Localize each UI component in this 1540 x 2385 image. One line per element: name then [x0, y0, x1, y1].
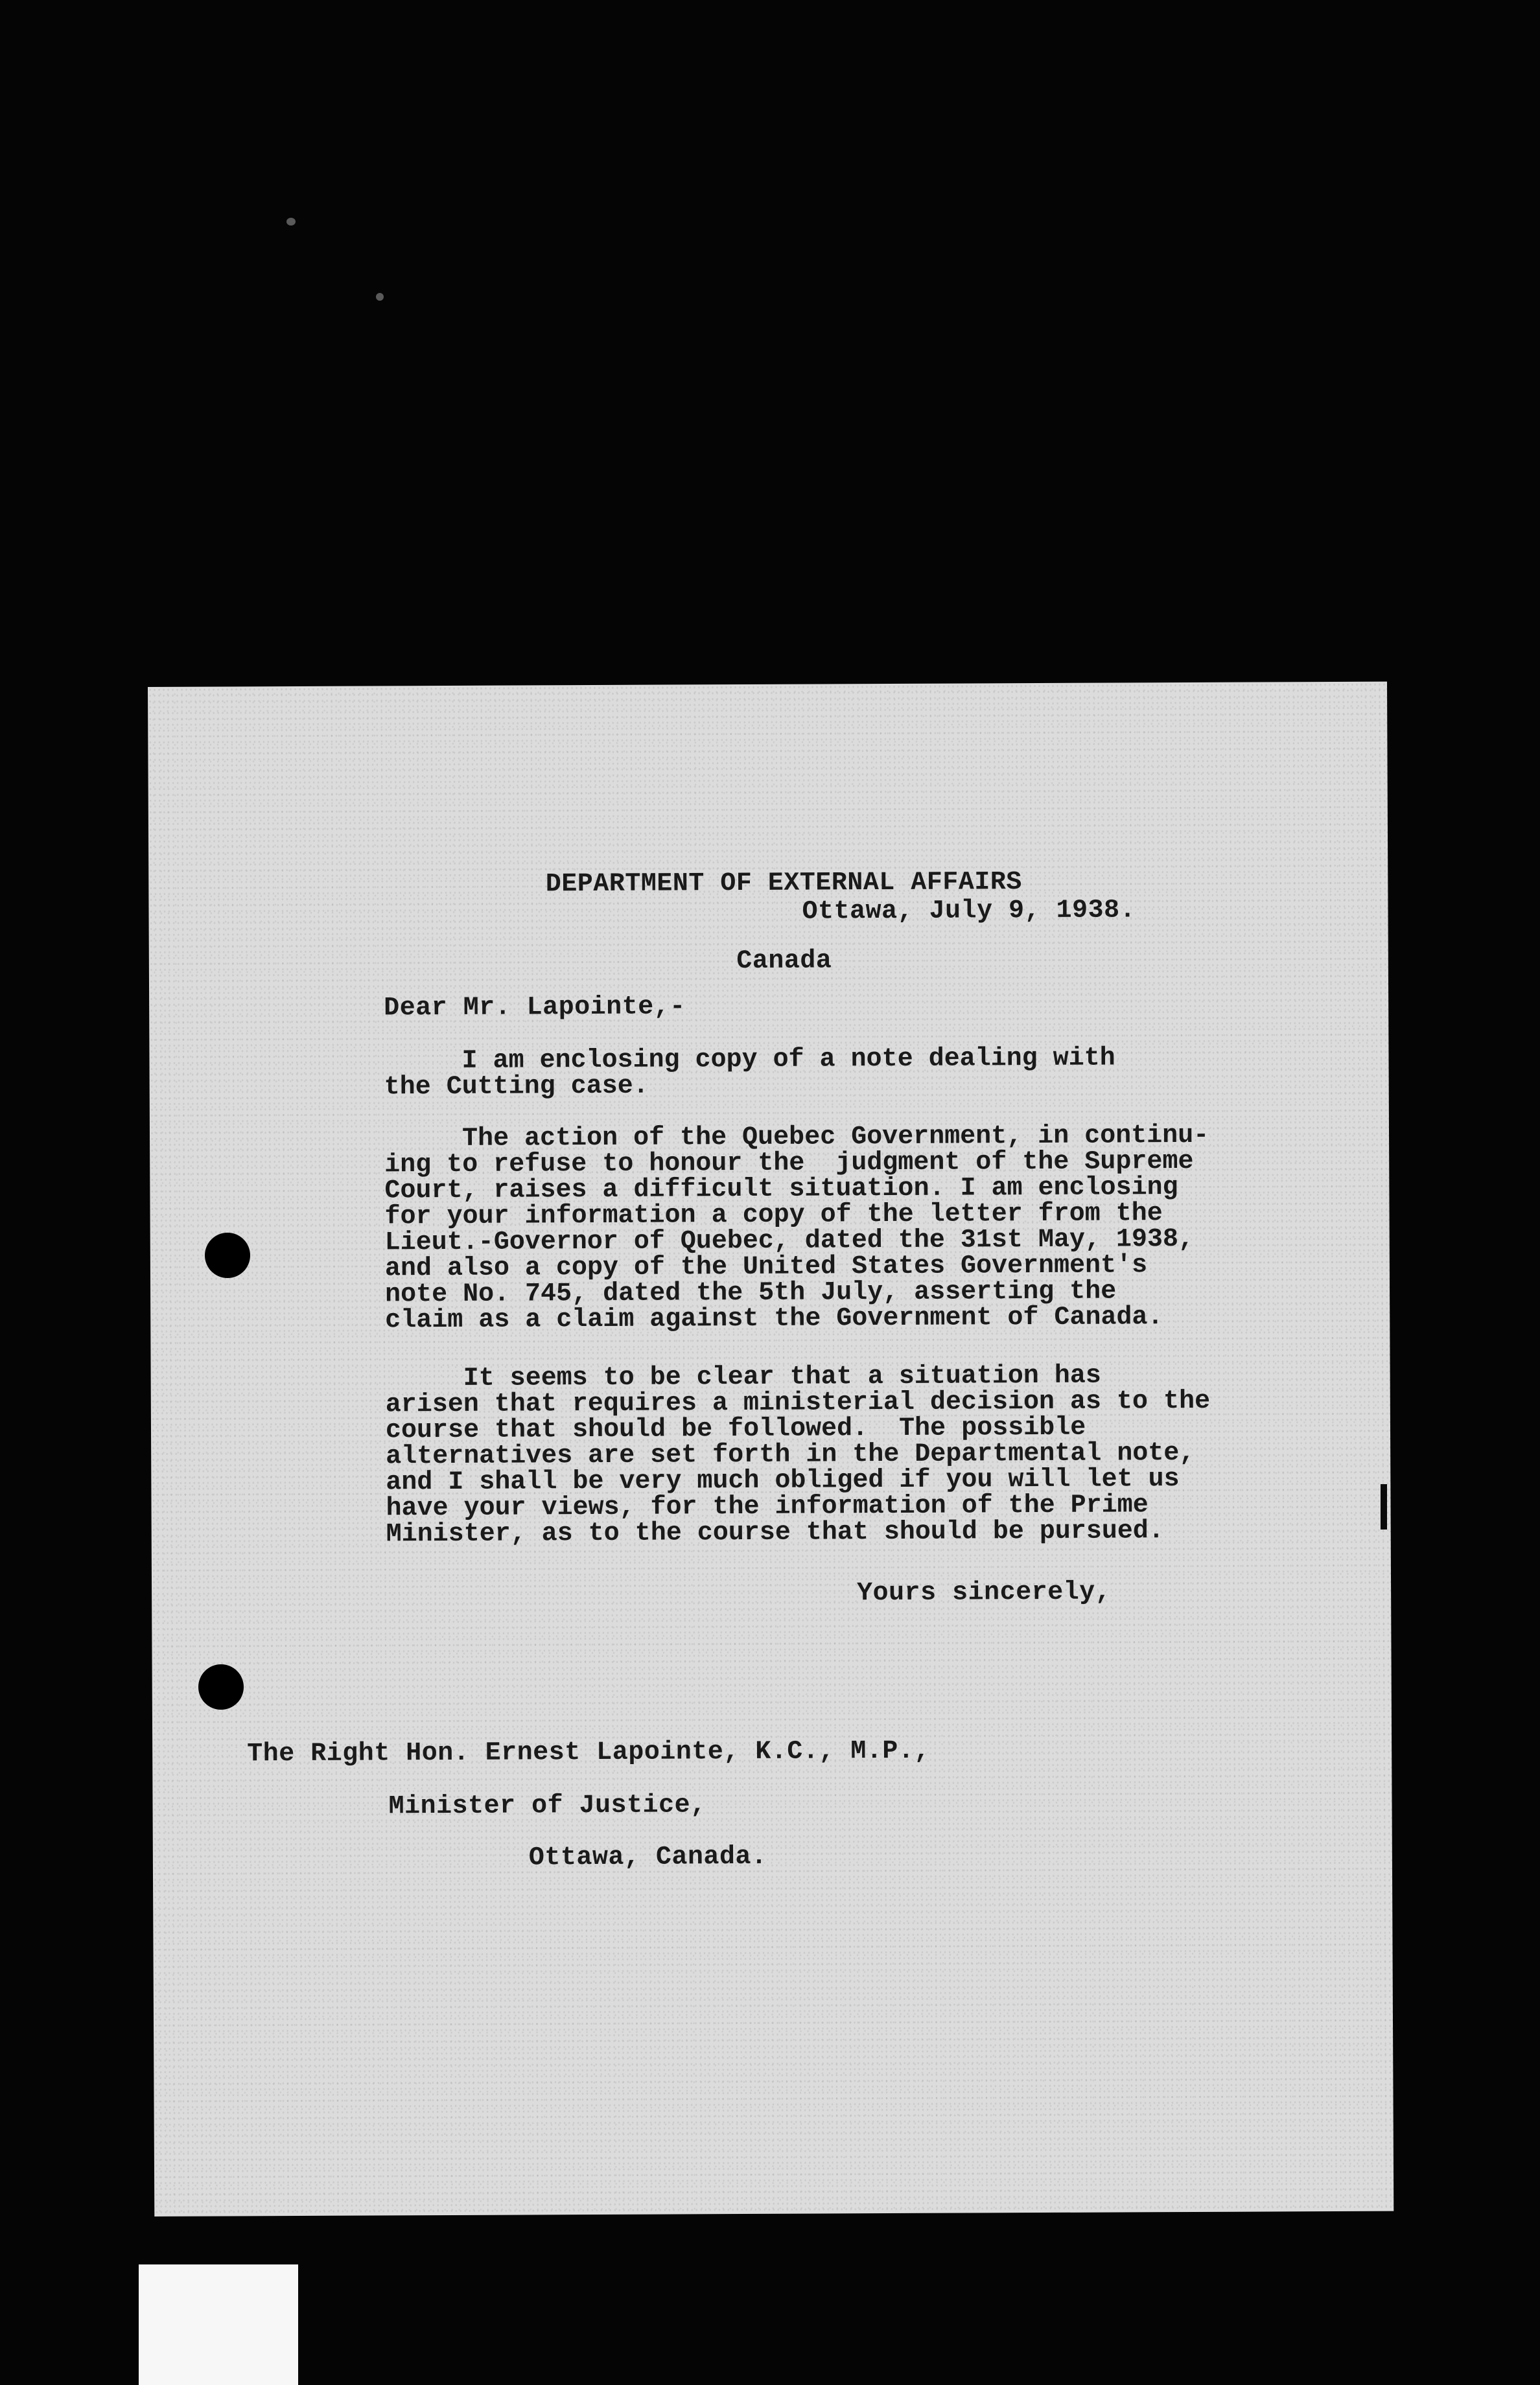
- paragraph-line: ing to refuse to honour the judgment of the Supreme: [384, 1146, 1194, 1180]
- closing: Yours sincerely,: [857, 1577, 1112, 1609]
- letterhead-department: DEPARTMENT OF EXTERNAL AFFAIRS: [545, 868, 1022, 900]
- paragraph-line: the Cutting case.: [384, 1071, 649, 1102]
- paragraph-1: [384, 1045, 1265, 1100]
- paragraph-line: have your views, for the information of the Prime: [386, 1491, 1149, 1524]
- recipient-location: Ottawa, Canada.: [528, 1842, 767, 1873]
- film-tab: [139, 2264, 298, 2385]
- paragraph-line: I am enclosing copy of a note dealing with: [384, 1043, 1115, 1076]
- paragraph-line: alternatives are set forth in the Departmental note,: [386, 1438, 1195, 1472]
- salutation: Dear Mr. Lapointe,-: [384, 992, 686, 1023]
- paragraph-line: for your information a copy of the letter from the: [384, 1199, 1163, 1232]
- paragraph-line: It seems to be clear that a situation has: [385, 1361, 1101, 1394]
- recipient-name: The Right Hon. Ernest Lapointe, K.C., M.P.,: [247, 1736, 930, 1769]
- paragraph-line: Minister, as to the course that should be pursued.: [386, 1517, 1165, 1550]
- paragraph-3: [386, 1362, 1268, 1548]
- paragraph-line: and also a copy of the United States Government's: [384, 1251, 1148, 1284]
- paragraph-line: note No. 745, dated the 5th July, asserting the: [384, 1277, 1117, 1310]
- film-speck: [286, 218, 296, 226]
- film-speck: [376, 293, 384, 301]
- paragraph-2: [384, 1123, 1266, 1334]
- paragraph-line: Court, raises a difficult situation. I am enclosing: [384, 1173, 1178, 1206]
- punch-hole: [205, 1233, 250, 1278]
- page-edge-mark: [1381, 1484, 1387, 1530]
- date-line: Ottawa, July 9, 1938.: [802, 896, 1136, 927]
- recipient-title: Minister of Justice,: [388, 1791, 706, 1822]
- paragraph-line: The action of the Quebec Government, in continu-: [384, 1121, 1209, 1154]
- letterhead-country: Canada: [736, 946, 832, 977]
- paragraph-line: course that should be followed. The possible: [385, 1413, 1086, 1446]
- paragraph-line: arisen that requires a ministerial decision as to the: [385, 1386, 1211, 1420]
- paragraph-line: and I shall be very much obliged if you will let us: [386, 1465, 1180, 1498]
- paragraph-line: claim as a claim against the Government of Canada.: [385, 1303, 1163, 1336]
- letter-page: [148, 682, 1394, 2216]
- paragraph-line: Lieut.-Governor of Quebec, dated the 31st May, 1938,: [384, 1224, 1195, 1258]
- punch-hole: [198, 1664, 244, 1710]
